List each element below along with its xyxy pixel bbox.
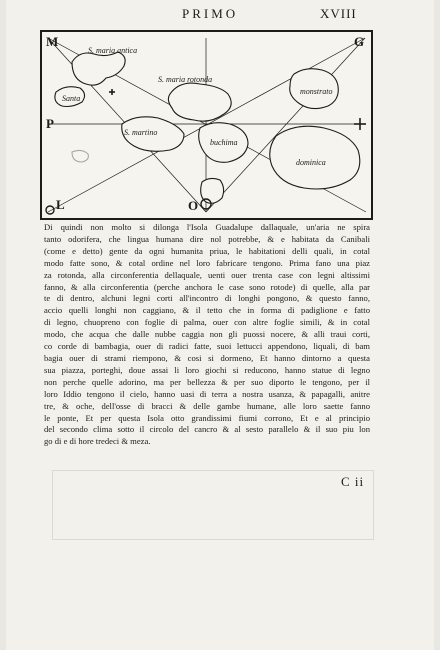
wind-letter-top-right: G [354, 34, 365, 49]
label-martino: S. martino [124, 128, 158, 137]
wind-letter-top-left: M [46, 34, 59, 49]
body-text [44, 222, 370, 448]
text-line: di legno, chuopreno con foglie di palma, ouer con altre foglie simili, & in cotal [44, 317, 370, 328]
text-line: modo fatte sono, & cotal ordine nel loro fabricare tengono. Prima fano una piaz [44, 257, 370, 268]
text-line: le ponte, Et per questa Isola otto grandissimi fiumi corrono, Et e al principio [44, 412, 370, 423]
map-lines-svg [42, 32, 371, 218]
text-line: bagia ouer di strami riempono, & cosi si dormeno, Et hanno dintorno a questa [44, 352, 370, 363]
label-monstrato: monstrato [300, 87, 333, 96]
text-line: te di dentro, alchuni legni corti all'incontro di longhi pongono, & questo fanno, [44, 293, 370, 304]
label-dominica: dominica [296, 158, 326, 167]
woodcut-map [40, 30, 373, 220]
show-through-map-ghost [52, 470, 374, 540]
island-maria-antica [72, 52, 125, 85]
running-title: PRIMO [182, 6, 239, 21]
text-line: za rotonda, alla circonferentia dellaquale, uenti ouer trenta case con legni altissimi [44, 269, 370, 280]
text-line: tre, & oche, dell'osse di bracci & delle gambe humane, alle loro saette fanno [44, 400, 370, 411]
signature-mark: C ii [341, 474, 365, 489]
text-line: modo, che acqua che dalle nubbe caggia non gli puossi nocere, & alli traui corti, [44, 329, 370, 340]
wind-letter-bottom-center: O [188, 198, 199, 213]
label-maria-rotonda: S. maria rotonda [158, 75, 213, 84]
island-ghost-left [72, 150, 88, 162]
label-santa: Santa [62, 94, 81, 103]
text-line: Di quindi non molto si dilonga l'Isola Guadalupe dallaquale, un'aria ne spira [44, 222, 370, 232]
text-line: fanno, & alla circonferentia (perche anchora le case sono rotode) di quelle, alla par [44, 281, 370, 292]
label-buchima: buchima [210, 138, 238, 147]
island-maria-rotonda [168, 83, 231, 121]
text-line: accio quelli longhi non caggiano, & il tetto che in forma di padiglione e fatto [44, 305, 370, 316]
folio-number: XVIII [320, 6, 357, 21]
text-line: tanto odorifera, che lingua humana dire nol potrebbe, & e habitata da Canibali [44, 233, 370, 244]
text-line: non perche quelle adorino, ma per bellezza & per suo diporto le tengono, per il [44, 376, 370, 387]
label-maria-antica: S. maria antica [88, 46, 138, 55]
book-page [6, 0, 434, 650]
text-line: go di e di hore tredeci & meza. [44, 436, 151, 447]
text-line: loro Iddio tengono il cielo, hanno uasi di terra a nostra usanza, & papagalli, anitre [44, 388, 370, 399]
text-line: sua piazza, porteghi, doue assai li loro giochi si reducono, hanno statue di legno [44, 364, 370, 375]
compass-rose-southwest [46, 206, 54, 214]
wind-letter-left: P [46, 116, 54, 131]
text-line: co corde di bambagia, ouer di radici fatte, suoi lettucci appendono, liquali, di bam [44, 341, 370, 352]
wind-letter-bottom-left: L [56, 197, 65, 212]
text-line: (come e detto) gente da ogni humanita priua, le habitationi delli quali, in cotal [44, 245, 370, 256]
text-line: del secondo clima sotto il circolo del cancro & al sesto parallelo & il suo piu lon [44, 424, 370, 435]
